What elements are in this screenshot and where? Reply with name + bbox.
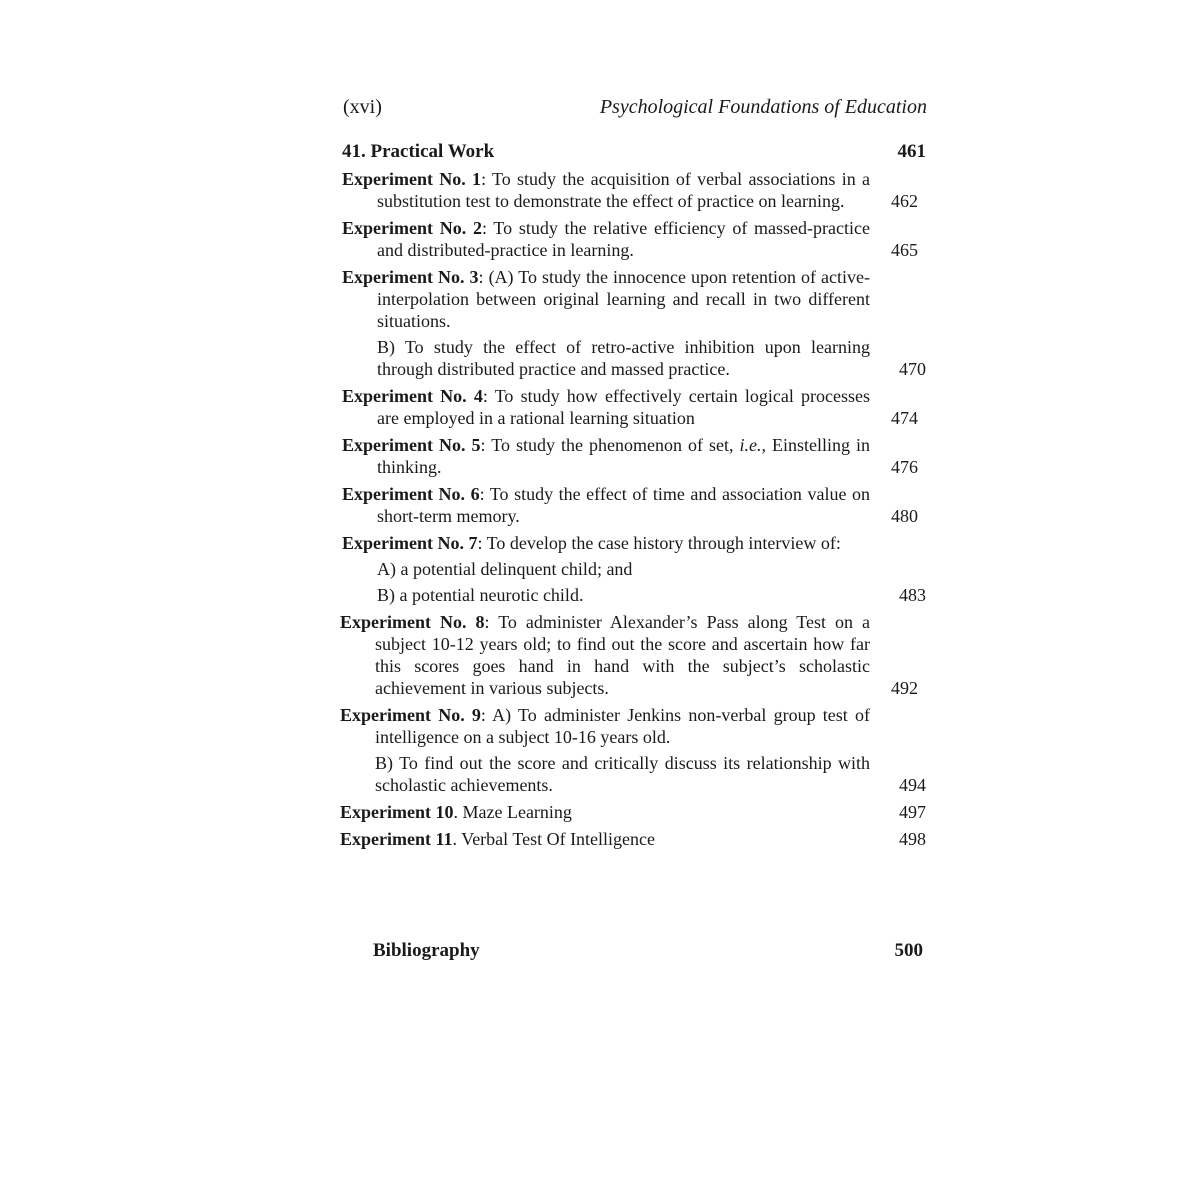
toc-entry-9 <box>340 704 930 796</box>
toc-entry-8 <box>340 611 930 699</box>
entry-description: Maze Learning <box>462 802 572 822</box>
entry-text: Experiment No. 3: (A) To study the innocence upon retention of active-interpolation between original learning and recall in two different situations. <box>342 267 870 331</box>
entry-description: Verbal Test Of Intelligence <box>461 829 656 849</box>
entry-text: Experiment No. 6: To study the effect of time and association value on short-term memory. 480 <box>342 484 918 526</box>
entry-page: 470 <box>899 359 926 379</box>
entry-label: Experiment No. 8 <box>340 612 485 632</box>
running-head-title: Psychological Foundations of Education <box>599 96 927 118</box>
entry-subpart-b: B) a potential neurotic child. 483 <box>377 585 926 605</box>
entry-page: 498 <box>899 829 926 849</box>
entry-text: Experiment No. 7: To develop the case history through interview of: <box>342 533 841 553</box>
table-of-contents <box>340 141 930 855</box>
toc-entry-1 <box>340 168 930 212</box>
entry-text: Experiment No. 5: To study the phenomenon of set, i.e., Einstelling in thinking. 476 <box>342 435 918 477</box>
entry-description: To develop the case history through interview of: <box>486 533 841 553</box>
toc-entry-5 <box>340 434 930 478</box>
entry-subpart-a: A) a potential delinquent child; and <box>377 559 633 579</box>
entry-label: Experiment 10 <box>340 802 454 822</box>
toc-entry-6 <box>340 483 930 527</box>
entry-text: Experiment No. 1: To study the acquisition of verbal associations in a substitution test to demonstrate the effect of practice on learning. 462 <box>342 169 918 211</box>
entry-label: Experiment No. 1 <box>342 169 482 189</box>
section-page: 461 <box>897 141 926 162</box>
entry-description: To study the relative efficiency of massed-practice and distributed-practice in learning. <box>377 218 870 260</box>
section-heading <box>342 141 930 163</box>
entry-description: To study the acquisition of verbal associations in a substitution test to demonstrate the effect of practice on learning. <box>377 169 870 211</box>
entry-text: Experiment 11. Verbal Test Of Intelligence 498 <box>340 829 926 849</box>
toc-entry-10 <box>340 801 930 823</box>
page-number-roman: (xvi) <box>343 96 382 118</box>
toc-entry-7 <box>340 532 930 606</box>
entry-sub-text: B) To study the effect of retro-active inhibition upon learning through distributed practice and massed practice. <box>377 337 870 379</box>
entry-label: Experiment No. 7 <box>342 533 478 553</box>
entry-subpart <box>342 336 930 380</box>
entry-label: Experiment No. 6 <box>342 484 480 504</box>
entry-description: To administer Alexander’s Pass along Test on a subject 10-12 years old; to find out the score and ascertain how far this scores goes hand in hand with the subject’s scholastic achievement in various subjects. <box>375 612 870 698</box>
entry-label: Experiment No. 3 <box>342 267 479 287</box>
entry-text: Experiment No. 8: To administer Alexander’s Pass along Test on a subject 10-12 years old; to find out the score and ascertain how far this scores goes hand in hand with the subject’s scholastic achievement in various subjects. 492 <box>340 612 918 698</box>
entry-label: Experiment No. 5 <box>342 435 481 455</box>
entry-page: 497 <box>899 802 926 822</box>
entry-subpart: B) To find out the score and critically discuss its relationship with scholastic achievements. 494 <box>375 753 926 795</box>
entry-page: 483 <box>899 585 926 605</box>
entry-description: (A) To study the innocence upon retention of active-interpolation between original learning and recall in two different situations. <box>377 267 870 331</box>
entry-label: Experiment No. 9 <box>340 705 481 725</box>
entry-text: Experiment 10. Maze Learning 497 <box>340 802 926 822</box>
entry-text: Experiment No. 4: To study how effectively certain logical processes are employed in a rational learning situation 474 <box>342 386 918 428</box>
bibliography-page: 500 <box>894 940 923 961</box>
bibliography-entry <box>373 940 923 962</box>
entry-text: Experiment No. 9: A) To administer Jenkins non-verbal group test of intelligence on a subject 10-16 years old. <box>340 705 871 747</box>
toc-entry-3 <box>340 266 930 380</box>
entry-label: Experiment 11 <box>340 829 453 849</box>
entry-label: Experiment No. 4 <box>342 386 483 406</box>
entry-label: Experiment No. 2 <box>342 218 482 238</box>
entry-description: To study the effect of time and association value on short-term memory. <box>377 484 870 526</box>
toc-entry-4 <box>340 385 930 429</box>
section-title: 41. Practical Work <box>342 141 495 162</box>
entry-page: 494 <box>899 775 926 795</box>
entry-text: Experiment No. 2: To study the relative efficiency of massed-practice and distributed-practice in learning. 465 <box>342 218 918 260</box>
toc-entry-2 <box>340 217 930 261</box>
entry-description: To study how effectively certain logical processes are employed in a rational learning situation <box>377 386 870 428</box>
entry-description: A) To administer Jenkins non-verbal group test of intelligence on a subject 10-16 years old. <box>375 705 871 747</box>
toc-entry-11 <box>340 828 930 850</box>
bibliography-title: Bibliography <box>373 940 480 961</box>
